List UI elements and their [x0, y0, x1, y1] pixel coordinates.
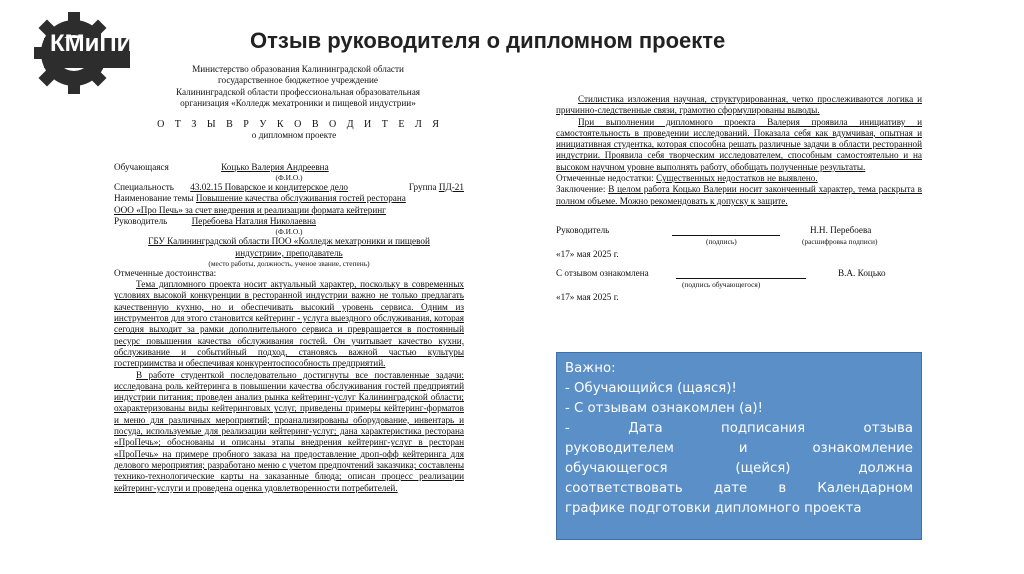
topic-value: Повышение качества обслуживания гостей ресторана — [195, 193, 406, 204]
important-notice — [556, 352, 922, 540]
slide-title: Отзыв руководителя о дипломном проекте — [250, 28, 726, 53]
acquainted-label: С отзывом ознакомлена — [556, 268, 649, 279]
student-row — [114, 162, 464, 173]
notice-line: руководителем и ознакомление — [565, 441, 913, 456]
date-supervisor: «17» мая 2025 г. — [556, 248, 619, 259]
ministry-line: Министерство образования Калининградской области — [192, 64, 404, 74]
shortcomings-value: Существенных недостатков не выявлено. — [656, 173, 818, 184]
style-paragraph: Стилистика изложения научная, структурированная, четко прослеживаются логика и причинно-следственные связи, грамотно сформулированы выводы. — [556, 94, 922, 116]
group-value: ПД-21 — [438, 182, 464, 193]
notice-line: обучающегося (щейся) должна — [565, 461, 913, 476]
specialty-row — [114, 182, 464, 193]
student-signature-block — [556, 268, 922, 290]
supervisor-name: Перебоева Наталия Николаевна — [191, 215, 316, 226]
review-subheading: о дипломном проекте — [251, 130, 337, 141]
shortcomings-row — [556, 173, 922, 184]
notice-line: - С отзывам ознакомлен (а)! — [565, 401, 763, 416]
student-name: Коцько Валерия Андреевна — [221, 161, 329, 172]
conclusion-value: В целом работа Коцько Валерии носит законченный характер, тема раскрыта в полном объеме. Можно рекомендовать к допуску к защите. — [556, 184, 922, 206]
supervisor-signature-block — [556, 225, 922, 247]
signature-line — [672, 225, 780, 236]
supervisor-row — [114, 216, 464, 227]
logo-text: КМиПИ — [50, 30, 134, 57]
fio-caption: (Ф.И.О.) — [275, 173, 303, 183]
notice-line: соответствовать дате в Календарном — [565, 481, 913, 496]
student-sign-caption: (подпись обучающегося) — [682, 280, 761, 290]
topic-value-cont: ООО «Про Печь» за счет внедрения и реализации формата кейтеринг — [114, 204, 386, 215]
merits-paragraph-1: Тема дипломного проекта носит актуальный характер, поскольку в современных условиях высокой конкуренции в ресторанной индустрии важно не только предлагать качественную кухню, но и обеспечивать высокий уровень сервиса. Одним из инструментов для этого становится кейтеринг - услуга выездного обслуживания, которая сегодня выходит за рамки дополнительного сервиса и превращается в постоянный ресурс повышения качества обслуживания гостей. Он учитывает качество кухни, обслуживание и событийный подход, становясь важной частью культуры гостеприимства и обеспечивая конкурентоспособность предприятий. — [114, 279, 464, 369]
shortcomings-label: Отмеченные недостатки: — [556, 173, 654, 184]
notice-line: - Обучающийся (щаяся)! — [565, 381, 737, 396]
merits-paragraph-2: В работе студенткой последовательно достигнуты все поставленные задачи: исследована роль кейтеринга в повышении качества обслуживания гостей предприятий индустрии питания; проведен анализ рынка кейтеринг-услуг Калининградской области; охарактеризованы виды кейтеринговых услуг, приведены примеры кейтеринг-форматов и меню для различных мероприятий; проанализированы оборудование, инвентарь и посуда, используемые для реализации кейтеринг-услуг; дана характеристика ресторана «ПроПечь»; обоснованы и описаны этапы внедрения кейтеринг-услуг в ресторан «ПроПечь» на примере пробного заказа на предоставление дроп-офф кейтеринга для делового мероприятия; разработано меню с учетом предпочтений заказчика; составлены технико-технологические карты на заказанные блюда; описан процесс реализации кейтеринг-услуги и проведена оценка удовлетворенности потребителей. — [114, 369, 464, 493]
specialty-label: Специальность — [114, 182, 174, 193]
conclusion-label: Заключение: — [556, 184, 606, 195]
date-student: «17» мая 2025 г. — [556, 292, 619, 303]
specialty-value: 43.02.15 Поварское и кондитерское дело — [190, 182, 349, 193]
topic-row — [114, 193, 464, 204]
student-label: Обучающаяся — [114, 161, 169, 172]
supervisor-label: Руководитель — [114, 215, 168, 226]
conclusion-row — [556, 184, 922, 207]
supervisor-sign-label: Руководитель — [556, 224, 610, 235]
initiative-paragraph: При выполнении дипломного проекта Валерия проявила инициативу и самостоятельность в проведении исследований. Показала себя как вдумчивая, опытная и инициативная студентка, которая способна решать различные задачи в области ресторанной индустрии. Проявила себя творческим исследователем, способным самостоятельно и на высоком научном уровне выполнять работу, обобщать полученные результаты. — [556, 116, 922, 172]
notice-title: Важно: — [565, 361, 616, 376]
review-page-right — [556, 94, 922, 304]
ministry-line: организация «Колледж мехатроники и пищевой индустрии» — [180, 97, 416, 108]
review-heading: О Т З Ы В Р У К О В О Д И Т Е Л Я — [157, 119, 443, 131]
topic-label: Наименование темы — [114, 193, 194, 204]
supervisor-sign-name: Н.Н. Перебоева — [810, 224, 872, 235]
ministry-line: государственное бюджетное учреждение — [217, 75, 378, 86]
decode-caption: (расшифровка подписи) — [802, 236, 878, 246]
notice-line: графике подготовки дипломного проекта — [565, 501, 862, 516]
group-label: Группа — [408, 182, 437, 193]
signature-caption: (подпись) — [706, 236, 737, 246]
student-sign-name: В.А. Коцько — [838, 268, 886, 279]
merits-label: Отмеченные достоинства: — [114, 267, 217, 278]
fio-caption-2: (Ф.И.О.) — [275, 227, 303, 237]
ministry-line: Калининградской области профессиональная образовательная — [175, 86, 421, 97]
workplace-caption: (место работы, должность, ученое звание, степень) — [208, 258, 370, 268]
workplace-line-2: индустрии», преподаватель — [235, 247, 343, 258]
student-signature-line — [676, 268, 806, 279]
notice-line: - Дата подписания отзыва — [565, 421, 913, 436]
ministry-header — [114, 64, 464, 109]
review-page-left — [114, 64, 464, 494]
workplace-line: ГБУ Калининградской области ПОО «Колледж мехатроники и пищевой — [148, 236, 430, 247]
